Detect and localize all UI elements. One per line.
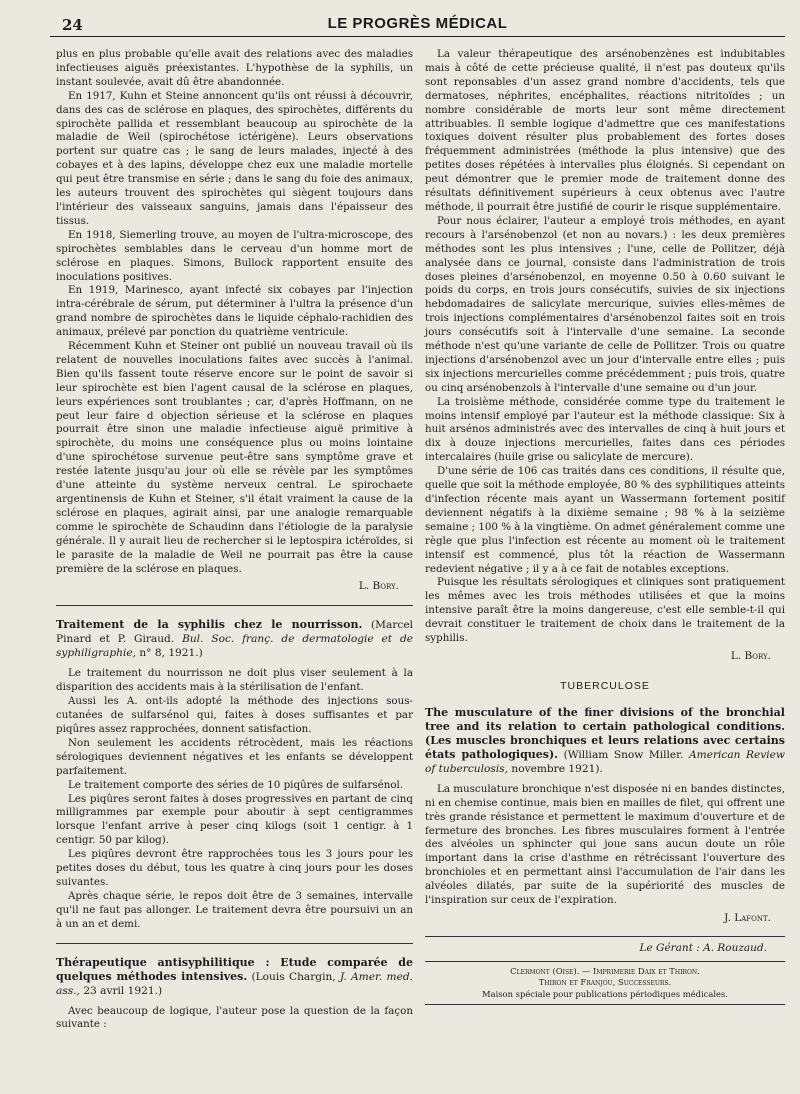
author-signature: L. Bory. (358, 580, 399, 593)
paragraph: La musculature bronchique n'est disposée ni en bandes distinctes, ni en chemise continue, mais bien en mailles de filet, qui offrent une très grande résistance et permettent le maximum d'ouverture et de fermeture des bronches. Les fibres musculaires forment à l'entrée des alvéoles un sphincter qui joue sans aucun doute un rôle important dans la crise d'asthme en rétrécissant l'ouverture des bronchioles et en permettant ainsi l'accumulation de l'air dans les alvéoles dilatés, par suite de la supériorité des muscles de l'inspiration sur ceux de l'expiration. (425, 782, 785, 907)
article-authors: (Louis Chargin, (251, 970, 336, 983)
article-authors: (Marcel Pinard et P. Giraud. (56, 619, 413, 646)
gerant-block (425, 936, 785, 1005)
paragraph: Les piqûres devront être rapprochées tous les 3 jours pour les petites doses du début, tous les quatre à cinq jours pour les doses suivantes. (56, 848, 413, 888)
author-signature: L. Bory. (730, 649, 771, 662)
paragraph: plus en plus probable qu'elle avait des relations avec des maladies infectieuses aiguës préexistantes. L'hypothèse de la syphilis, un instant soulevée, avait dû être abandonnée. (56, 48, 413, 88)
article-journal: J. Amer. med. ass., (56, 970, 413, 997)
article-heading (56, 618, 413, 660)
paragraph: Récemment Kuhn et Steiner ont publié un nouveau travail où ils relatent de nouvelles inoculations faites avec succès à l'animal. Bien qu'ils fassent toute réserve encore sur le point de savoir si leur spirochète est bien l'agent causal de la sclérose en plaques, leurs expériences sont troublantes ; car, d'après Hoffmann, on ne peut leur faire d objection sérieuse et la sclérose en plaques pourrait être sinon une maladie infectieuse aiguë primitive à spirochète, du moins une conséquence plus ou moins lointaine d'une spirochétose survenue peut-être sans symptôme grave et restée latente jusqu'au jour où elle se révèle par les symptômes d'une atteinte du système nerveux central. Le spirochaete argentinensis de Kuhn et Steiner, s'il était vraiment la cause de la sclérose en plaques, agirait ainsi, par une analogie remarquable comme le spirochète de Schaudinn dans l'étiologie de la paralysie générale. Il y aurait lieu de rechercher si le leptospira ictéroïdes, si le parasite de la maladie de Weil ne pourrait pas être la cause première de la sclérose en plaques. (56, 340, 413, 575)
journal-title: LE PROGRÈS MÉDICAL (327, 15, 508, 32)
right-column (425, 48, 785, 1005)
paragraph: En 1919, Marinesco, ayant infecté six cobayes par l'injection intra-cérébrale de sérum, put déterminer à l'ultra la présence d'un grand nombre de spirochètes dans le liquide céphalo-rachidien des animaux, prélevé par ponction du quatrième ventricule. (56, 284, 413, 339)
article-journal: Bul. Soc. franç. de dermatologie et de syphiligraphie, (56, 633, 413, 660)
article-heading (425, 706, 785, 776)
gerant-line: Le Gérant : A. Rouzaud. (639, 941, 767, 954)
printer-line: Thiron et Franjou, Successeurs. (538, 977, 672, 988)
paragraph: Le traitement du nourrisson ne doit plus viser seulement à la disparition des accidents mais à la stérilisation de l'enfant. (56, 667, 413, 694)
page-header (50, 14, 785, 37)
paragraph: Aussi les A. ont-ils adopté la méthode des injections sous-cutanées de sulfarsénol qui, faites à doses suffisantes et par piqûres assez rapprochées, donnent satisfaction. (56, 695, 413, 735)
article-reference: novembre 1921). (511, 762, 603, 775)
paragraph: La valeur thérapeutique des arsénobenzènes est indubitables mais à côté de cette précieuse qualité, il n'est pas douteux qu'ils sont reponsables d'un assez grand nombre d'accidents, tels que dermatoses, néphrites, encéphalites, réactions nitritoïdes ; un nombre considérable de morts leur sont même directement attribuables. Il semble logique d'admettre que ces manifestations toxiques doivent résulter plus probablement des fortes doses fréquemment administrées (méthode la plus intensive) que des petites doses répétées à intervalles plus éloignés. Si cependant on peut démontrer que le premier mode de traitement donne des résultats définitivement supérieurs à ceux obtenus avec l'autre méthode, il pourrait être justifié de courir le risque supplémentaire. (425, 48, 785, 213)
printer-imprint (425, 961, 785, 1006)
author-signature: J. Lafont. (724, 911, 771, 924)
section-divider (56, 605, 413, 606)
printer-line: Maison spéciale pour publications périodiques médicales. (482, 988, 728, 999)
left-column (56, 48, 413, 1032)
article-reference: 23 avril 1921.) (83, 984, 163, 997)
paragraph: D'une série de 106 cas traités dans ces conditions, il résulte que, quelle que soit la méthode employée, 80 % des syphilitiques atteints d'infection récente mais ayant un Wassermann fortement positif deviennent négatifs à la dixième semaine ; 98 % à la seizième semaine ; 100 % à la vingtième. On admet généralement comme une règle que plus l'infection est récente au moment où le traitement intensif est commencé, plus tôt la réaction de Wassermann redevient négative ; il y a à ce fait de notables exceptions. (425, 465, 785, 575)
section-title: TUBERCULOSE (560, 679, 650, 692)
article-title: Traitement de la syphilis chez le nourrisson. (56, 618, 363, 632)
section-divider (56, 943, 413, 944)
paragraph: Puisque les résultats sérologiques et cliniques sont pratiquement les mêmes avec les trois méthodes utilisées et que la moins intensive paraît être la moins dangereuse, c'est elle semble-t-il qui devrait constituer le traitement de choix dans le traitement de la syphilis. (425, 576, 785, 645)
article-heading (56, 956, 413, 998)
paragraph: Avec beaucoup de logique, l'auteur pose la question de la façon suivante : (56, 1004, 413, 1031)
paragraph: La troisième méthode, considérée comme type du traitement le moins intensif employé par l'auteur est la méthode classique: Six à huit arsénos administrés avec des intervalles de cinq à huit jours et dix à douze injections mercurielles, faites dans ces périodes intercalaires (huile grise ou salicylate de mercure). (425, 395, 785, 464)
article-reference: n° 8, 1921.) (139, 647, 203, 660)
paragraph: Les piqûres seront faites à doses progressives en partant de cinq milligrammes par exemple pour aboutir à sept centigrammes lorsque l'enfant arrive à peser cinq kilogs (soit 1 centigr. à 1 centigr. 50 par kilog). (56, 792, 413, 847)
paragraph: Après chaque série, le repos doit être de 3 semaines, intervalle qu'il ne faut pas allonger. Le traitement devra être poursuivi un an à un an et demi. (56, 889, 413, 930)
printer-line: Clermont (Oise). — Imprimerie Daix et Thiron. (510, 965, 700, 976)
paragraph: Non seulement les accidents rétrocèdent, mais les réactions sérologiques deviennent négatives et les enfants se développent parfaitement. (56, 736, 413, 777)
paragraph: En 1917, Kuhn et Steine annoncent qu'ils ont réussi à découvrir, dans des cas de sclérose en plaques, des spirochètes, différents du spirochète pallida et ressemblant beaucoup au spirochète de la maladie de Weil (spirochétose ictérigène). Leurs observations portent sur quatre cas ; le sang de leurs malades, injecté à des cobayes et à des lapins, développe chez eux une maladie mortelle qui peut être transmise en série ; dans le sang du foie des animaux, les auteurs trouvent des spirochètes qui siègent toujours dans l'intérieur des vaisseaux sanguins, jamais dans l'épaisseur des tissus. (56, 89, 413, 227)
page-number: 24 (62, 16, 83, 34)
paragraph: Pour nous éclairer, l'auteur a employé trois méthodes, en ayant recours à l'arsénobenzol (et non au novars.) : les deux premières méthodes sont les plus intensives ; l'une, celle de Pollitzer, déjà analysée dans ce journal, consiste dans l'administration de trois doses pleines d'arsénobenzol, en moyenne 0.50 à 0.60 suivant le poids du corps, en trois jours consécutifs, suivies de six injections hebdomadaires de salicylate mercurique, suivies elles-mêmes de trois injections complémentaires d'arsénobenzol faites soit en trois jours consécutifs soit à l'intervalle d'une semaine. La seconde méthode n'est qu'une variante de celle de Pollitzer. Trois ou quatre injections d'arsénobenzol avec un jour d'intervalle entre elles ; puis six injections mercurielles comme précédemment ; puis trois, quatre ou cinq arsénobenzols à l'intervalle d'une semaine ou d'un jour. (425, 214, 785, 394)
article-authors: (William Snow Miller. (563, 748, 684, 761)
article-title: The musculature of the finer divisions of the bronchial tree and its relation to certain pathological conditions. (Les muscles bronchiques et leurs relations avec certains états pathologiques). (425, 705, 785, 761)
article-title: Thérapeutique antisyphilitique : Etude comparée de quelques méthodes intensives. (56, 955, 413, 983)
paragraph: En 1918, Siemerling trouve, au moyen de l'ultra-microscope, des spirochètes semblables dans le cerveau d'un homme mort de sclérose en plaques. Simons, Bullock rapportent ensuite des inoculations positives. (56, 228, 413, 283)
paragraph: Le traitement comporte des séries de 10 piqûres de sulfarsénol. (68, 778, 404, 791)
article-journal: American Review of tuberculosis, (425, 748, 785, 775)
